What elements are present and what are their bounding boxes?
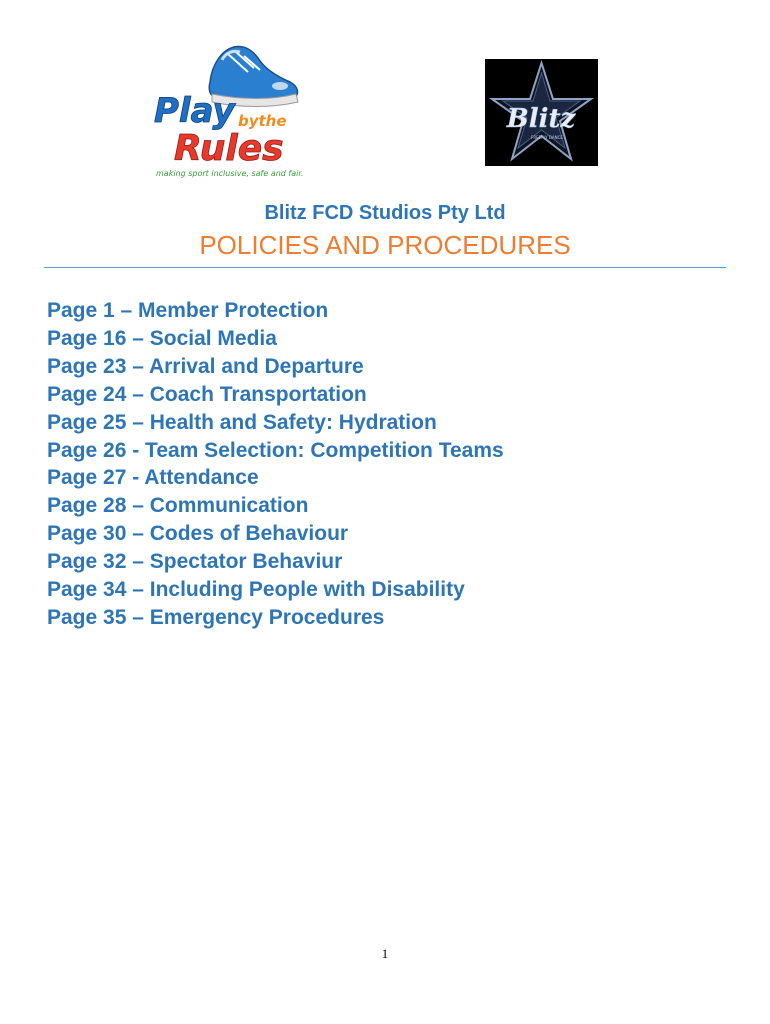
toc-item: Page 16 – Social Media — [47, 326, 277, 350]
toc-item: Page 23 – Arrival and Departure — [47, 354, 364, 378]
play-by-the-rules-logo — [152, 42, 304, 182]
toc-item: Page 32 – Spectator Behaviur — [47, 550, 343, 574]
logo-word-rules: Rules — [174, 128, 284, 169]
toc-item: Page 28 – Communication — [47, 494, 309, 518]
toc-item: Page 26 - Team Selection: Competition Teams — [47, 438, 504, 462]
company-name: Blitz FCD Studios Pty Ltd — [264, 202, 506, 224]
blitz-subtitle: FREEFLY DANCE — [531, 135, 563, 140]
toc-item: Page 35 – Emergency Procedures — [47, 605, 385, 629]
document-heading: POLICIES AND PROCEDURES — [199, 230, 571, 260]
toc-item: Page 25 – Health and Safety: Hydration — [47, 410, 437, 434]
toc-item: Page 27 - Attendance — [47, 466, 259, 490]
toc-item: Page 30 – Codes of Behaviour — [47, 522, 349, 546]
toc-item: Page 1 – Member Protection — [47, 299, 329, 322]
blitz-wordmark: Blitz — [506, 104, 576, 134]
table-of-contents — [47, 297, 504, 632]
toc-item: Page 34 – Including People with Disability — [47, 578, 465, 602]
logo-word-bythe: bythe — [238, 112, 287, 130]
toc-item: Page 24 – Coach Transportation — [47, 382, 367, 406]
blitz-star-logo — [485, 59, 598, 166]
logo-word-play: Play — [154, 91, 235, 131]
page-number: 1 — [381, 946, 389, 961]
logo-tagline: making sport inclusive, safe and fair. — [156, 169, 304, 178]
heading-divider — [44, 267, 726, 268]
